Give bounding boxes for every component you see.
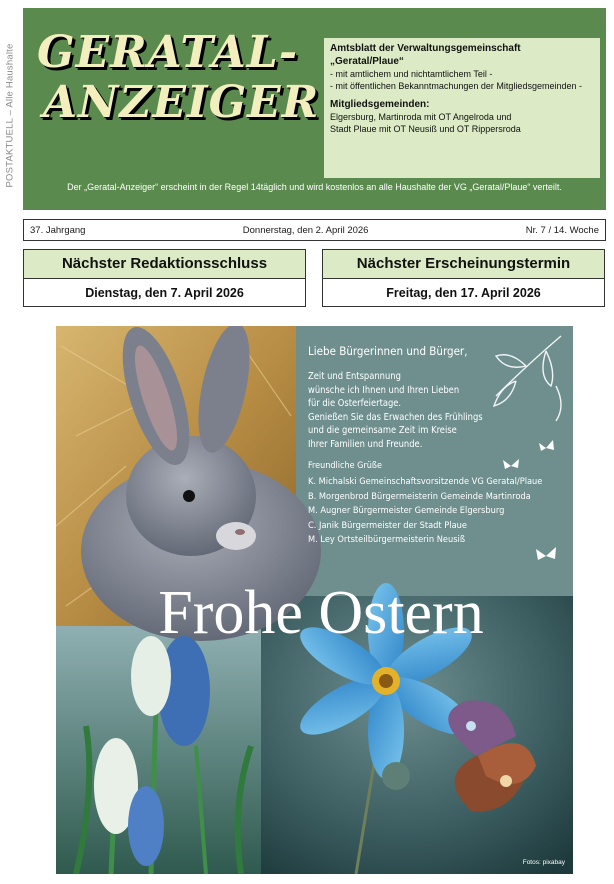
editorial-deadline-box: [23, 249, 306, 307]
signature-line: M. Ley Ortsteilbürgermeisterin Neusiß: [308, 534, 466, 545]
masthead-line1: GERATAL-: [37, 27, 299, 78]
info-title: Amtsblatt der Verwaltungsgemeinschaft: [330, 43, 521, 54]
signature-line: C. Janik Bürgermeister der Stadt Plaue: [308, 519, 467, 531]
header-banner: [23, 8, 606, 210]
members-line: Elgersburg, Martinroda mit OT Angelroda und: [330, 112, 512, 122]
distribution-note: Der „Geratal-Anzeiger“ erscheint in der Regel 14täglich und wird kostenlos an alle Haushalte der VG „Geratal/Plaue“ verteilt.: [67, 182, 562, 192]
greeting-line: Ihrer Familien und Freunde.: [308, 438, 423, 450]
members-title: Mitgliedsgemeinden:: [330, 99, 430, 110]
greeting-salutation: Liebe Bürgerinnen und Bürger,: [308, 344, 468, 358]
info-line: - mit amtlichem und nichtamtlichem Teil -: [330, 69, 493, 79]
signature-line: M. Augner Bürgermeister Gemeinde Elgersburg: [308, 505, 505, 516]
members-line: Stadt Plaue mit OT Neusiß und OT Rippersroda: [330, 124, 521, 134]
easter-feature-image: [56, 326, 573, 874]
postaktuell-side-text: POSTAKTUELL – Alle Haushalte: [4, 43, 16, 188]
masthead-logo: [37, 27, 320, 128]
info-line: - mit öffentlichen Bekanntmachungen der Mitgliedsgemeinden -: [330, 81, 582, 91]
greeting-line: Genießen Sie das Erwachen des Frühlings: [308, 411, 483, 423]
signature-line: K. Michalski Gemeinschaftsvorsitzende VG Geratal/Plaue: [308, 476, 543, 487]
issue-info-bar: [23, 219, 606, 241]
info-subtitle: „Geratal/Plaue“: [330, 56, 404, 67]
greeting-closing: Freundliche Grüße: [308, 461, 382, 471]
greeting-line: und die gemeinsame Zeit im Kreise: [308, 425, 457, 436]
photo-credit: Fotos: pixabay: [522, 859, 565, 866]
deadline-label: Nächster Redaktionsschluss: [24, 250, 305, 279]
volume-label: 37. Jahrgang: [30, 224, 86, 236]
greeting-line: für die Osterfeiertage.: [308, 398, 402, 409]
signature-list: [308, 475, 558, 548]
greeting-text: [308, 344, 558, 548]
release-date-box: [322, 249, 605, 307]
issue-number: Nr. 7 / 14. Woche: [525, 224, 599, 236]
greeting-line: wünsche ich Ihnen und Ihren Lieben: [308, 384, 460, 396]
release-date: Freitag, den 17. April 2026: [386, 286, 541, 300]
issue-date: Donnerstag, den 2. April 2026: [242, 224, 369, 236]
greeting-body: [308, 370, 558, 451]
masthead-line2: ANZEIGER: [43, 77, 320, 128]
release-label: Nächster Erscheinungstermin: [323, 250, 604, 279]
deadline-date: Dienstag, den 7. April 2026: [85, 286, 244, 300]
publication-info-box: [324, 38, 600, 178]
frohe-ostern-headline: Frohe Ostern: [158, 579, 484, 647]
greeting-line: Zeit und Entspannung: [308, 371, 401, 382]
signature-line: B. Morgenbrod Bürgermeisterin Gemeinde Martinroda: [308, 490, 531, 502]
